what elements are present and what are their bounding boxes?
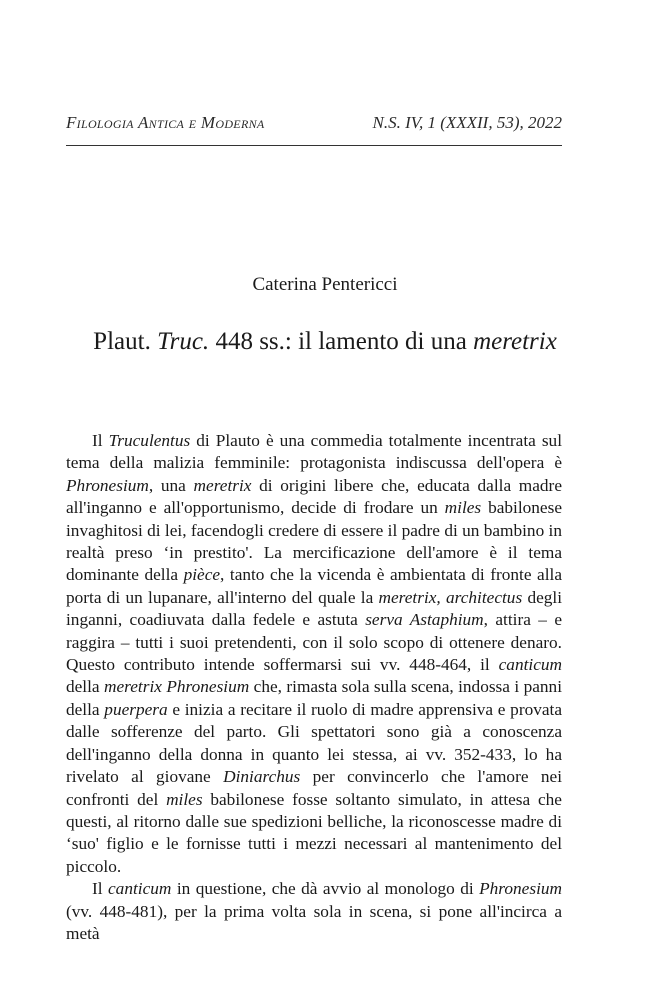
text-span: degli inganni, coadiuvata dalla fedele e astuta xyxy=(66,587,562,630)
italic-span: miles xyxy=(444,498,482,518)
text-span: babilonese invaghitosi di lei, facendogli credere di essere il padre di un bambino in realtà preso ‘in prestito'. La mercificazione dell'amore è il tema dominante della xyxy=(66,498,562,585)
text-span: che, rimasta sola sulla scena, indossa i panni della xyxy=(66,677,562,719)
journal-name: Filologia Antica e Moderna xyxy=(66,113,265,132)
title-part-italic: Truc. xyxy=(157,328,210,355)
italic-span: pièce xyxy=(183,565,221,585)
author-name: Caterina Pentericci xyxy=(252,274,398,295)
text-span: (vv. 448-481), per la prima volta sola in scena, si pone all'incirca a metà xyxy=(66,901,562,943)
text-span: , tanto che la vicenda è ambientata di fronte alla porta di un lupanare, all'interno del quale la xyxy=(66,565,562,607)
italic-span: canticum xyxy=(108,879,172,899)
article-body xyxy=(66,430,562,945)
text-span: Il xyxy=(92,879,109,899)
paragraph-2 xyxy=(66,878,562,945)
text-span: babilonese fosse soltanto simulato, in attesa che questi, al ritorno dalle sue spedizioni belliche, la riconoscesse madre di ‘suo' figlio e le fornisse tutti i mezzi necessari al mantenimento del piccolo. xyxy=(66,789,562,876)
title-part: 448 ss.: il lamento di una xyxy=(209,328,474,355)
title-part: Plaut. xyxy=(93,328,158,355)
text-span: della xyxy=(66,677,105,697)
text-span: in questione, che dà avvio al monologo di xyxy=(171,879,480,899)
text-span: di origini libere che, educata dalla madre all'inganno e all'opportunismo, decide di frodare un xyxy=(66,475,562,518)
issue-info: N.S. IV, 1 (XXXII, 53), 2022 xyxy=(372,113,562,132)
italic-span: Diniarchus xyxy=(223,767,301,787)
text-span: per convincerlo che l'amore nei confronti del xyxy=(66,767,562,809)
italic-span: meretrix, architectus xyxy=(378,587,523,607)
article-title xyxy=(0,328,650,356)
title-part-italic: meretrix xyxy=(473,328,557,355)
text-span: di Plauto è una commedia totalmente incentrata sul tema della malizia femminile: protagonista indiscussa dell'opera è xyxy=(66,431,562,473)
italic-span: serva Astaphium xyxy=(365,610,484,630)
italic-span: miles xyxy=(166,789,203,809)
italic-span: canticum xyxy=(498,655,562,675)
italic-span: meretrix xyxy=(193,475,252,495)
text-span: e inizia a recitare il ruolo di madre apprensiva e provata dalle sofferenze del parto. Gli spettatori sono già a conoscenza dell'inganno della donna in quanto lei stessa, ai vv. 352-433, lo ha rivelato al giovane xyxy=(66,699,562,787)
text-span: Il xyxy=(92,431,109,450)
paragraph-1 xyxy=(66,430,562,878)
italic-span: Phronesium xyxy=(479,879,562,899)
italic-span: meretrix Phronesium xyxy=(104,677,250,697)
text-span: , una xyxy=(148,475,194,495)
italic-span: puerpera xyxy=(104,699,168,719)
italic-span: Truculentus xyxy=(108,431,191,450)
running-header xyxy=(66,113,562,133)
header-rule xyxy=(66,145,562,146)
text-span: , attira – e raggira – tutti i suoi pretendenti, con il solo scopo di ottenere denaro. Questo contributo intende soffermarsi sui vv. 448-464, il xyxy=(66,610,562,675)
italic-span: Phronesium xyxy=(66,475,149,495)
